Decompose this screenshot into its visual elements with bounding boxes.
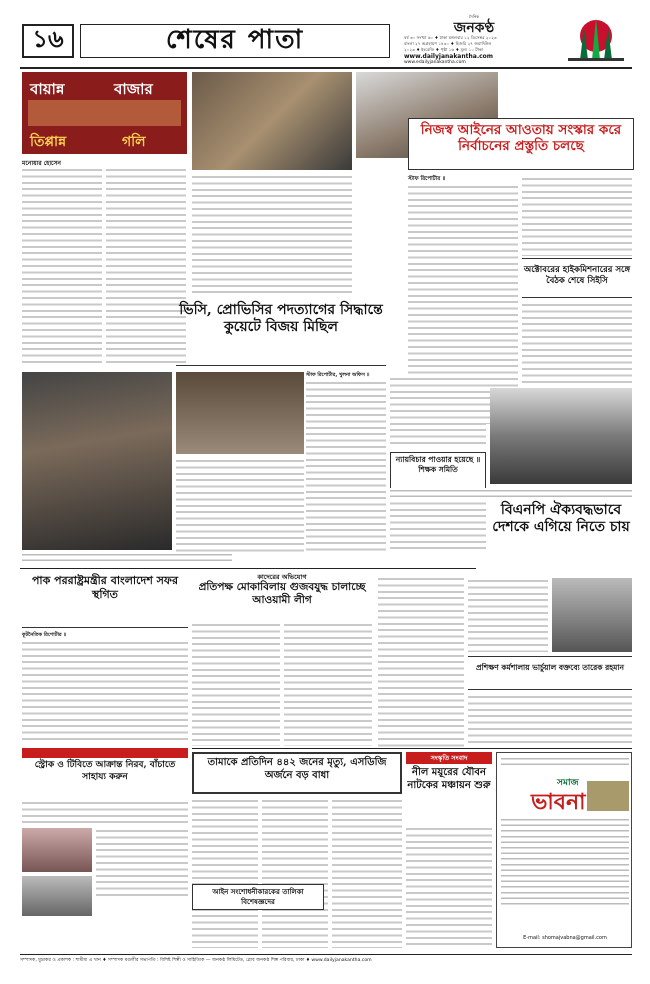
issue-line: ২০২৩ ♦ ইংরেজি ♦ পৃষ্ঠা ১৬ ♦ মূল্য ১০ টাকা bbox=[404, 47, 484, 52]
feature-body bbox=[106, 167, 186, 367]
culture-body bbox=[406, 826, 492, 948]
logo-small: দৈনিক bbox=[468, 14, 480, 19]
lead-headline: নিজস্ব আইনের আওতায় সংস্কার করে নির্বাচনের প্রস্তুতি চলছে bbox=[420, 122, 622, 154]
lead-byline: স্টাফ রিপোর্টার ॥ bbox=[408, 176, 446, 182]
stroke-headline-box bbox=[22, 760, 188, 796]
tarique-photo bbox=[552, 578, 632, 652]
feature-byline: মনোয়ার হোসেন bbox=[22, 160, 62, 167]
law-headline-box bbox=[192, 884, 324, 910]
pak-headline: পাক পররাষ্ট্রমন্ত্রীর বাংলাদেশ সফর স্থগিত bbox=[31, 574, 179, 601]
website-link[interactable]: www.edailyjanakantha.com bbox=[404, 60, 466, 65]
ad-photo bbox=[587, 781, 629, 811]
page-title-box bbox=[80, 24, 390, 58]
bnp-headline-box bbox=[490, 502, 632, 574]
logo-block bbox=[404, 14, 544, 64]
culture-kicker: সংস্কৃতি সংবাদ bbox=[430, 753, 468, 762]
kuet-body bbox=[176, 458, 304, 552]
bnp-body bbox=[468, 578, 548, 652]
awami-headline: প্রতিপক্ষ মোকাবিলায় গুজবযুদ্ধ চালাচ্ছে আওয়ামী লীগ bbox=[198, 581, 366, 606]
culture-headline-box bbox=[406, 766, 492, 824]
lead-headline-box bbox=[408, 118, 634, 170]
bnp-headline: বিএনপি ঐক্যবদ্ধভাবে দেশকে এগিয়ে নিতে চায় bbox=[492, 502, 630, 535]
lead-body bbox=[522, 302, 632, 384]
awami-headline-box bbox=[192, 581, 372, 621]
ad-topline bbox=[501, 756, 629, 768]
awami-body bbox=[284, 622, 372, 746]
tobacco-headline-box bbox=[192, 752, 402, 794]
tobacco-headline: তামাকে প্রতিদিন ৪৪২ জনের মৃত্যু, এসডিজি অর্জনে বড় বাধা bbox=[207, 757, 387, 781]
tobacco-body bbox=[262, 798, 328, 948]
lead-subhead: অক্টোবরের হাইকমিশনারের সঙ্গে বৈঠক শেষে সিইসি bbox=[523, 265, 631, 286]
ad-box bbox=[496, 752, 632, 948]
tobacco-body bbox=[192, 798, 258, 948]
teachers-box bbox=[390, 452, 486, 490]
lead-subhead-box bbox=[522, 258, 632, 298]
press-photo bbox=[490, 388, 632, 484]
crowd-photo-caption bbox=[22, 552, 232, 564]
kuet-body bbox=[306, 380, 386, 552]
teachers-headline: ন্যায়বিচার পাওয়ার হয়েছে ॥ শিক্ষক সমিতি bbox=[395, 455, 481, 474]
kuet-body bbox=[390, 376, 486, 448]
pak-byline: কূটনৈতিক রিপোর্টার ॥ bbox=[22, 632, 67, 638]
bnp-body bbox=[378, 576, 464, 748]
awami-body bbox=[192, 622, 280, 746]
page-title: শেষের পাতা bbox=[165, 25, 305, 55]
masthead bbox=[20, 14, 632, 64]
section-rule bbox=[192, 748, 632, 749]
bnp-body bbox=[468, 694, 632, 746]
pak-headline-box bbox=[22, 572, 188, 628]
stroke-body bbox=[22, 800, 188, 824]
center-body bbox=[192, 174, 352, 294]
feature-body bbox=[22, 167, 102, 367]
feature-photo bbox=[28, 100, 181, 126]
footer-rule bbox=[20, 954, 632, 955]
issue-line: বর্ষ ৩০ সংখ্যা ৬০ ♦ ঢাকা মঙ্গলবার ১২ ডিসেম্বর ২০২৩ bbox=[404, 35, 497, 40]
feature-label: গলি bbox=[122, 134, 146, 150]
feature-label: বাজার bbox=[114, 80, 153, 98]
page-number-box bbox=[22, 24, 74, 58]
kuet-photo bbox=[176, 372, 304, 454]
pak-body bbox=[22, 640, 188, 744]
logo: জনকণ্ঠ bbox=[453, 20, 495, 36]
stroke-kicker bbox=[22, 748, 188, 758]
teachers-body bbox=[390, 494, 486, 552]
bnp-subhead: প্রশিক্ষণ কর্মশালায় ভার্চুয়াল বক্তব্যে তারেক রহমান bbox=[476, 663, 624, 672]
lead-body bbox=[522, 176, 632, 256]
footer-imprint: সম্পাদক, মুদ্রাকর ও প্রকাশক : শামীমা এ খান ♦ সম্পাদক মণ্ডলীর সভাপতি : বিশিষ্ট শিল্পী ও সাহিত্যিক — জনকণ্ঠ লিমিটেড, গ্লোব জনকণ্ঠ শিল্প পরিবার, ঢাকা ♦ www.dailyjanakantha.com bbox=[20, 958, 372, 963]
exhibition-photo bbox=[192, 72, 352, 170]
culture-headline: নীল ময়ূরের যৌবন নাটকের মঞ্চায়ন শুরু bbox=[407, 767, 491, 791]
section-rule bbox=[20, 568, 476, 569]
anniversary-emblem bbox=[560, 14, 632, 64]
patient-photo bbox=[22, 876, 92, 916]
feature-label: বায়ান্ন bbox=[30, 80, 65, 98]
feature-banner bbox=[22, 72, 187, 154]
website-link[interactable]: www.dailyjanakantha.com bbox=[404, 53, 494, 60]
press-photo-caption bbox=[390, 488, 632, 498]
crowd-photo bbox=[22, 372, 172, 550]
issue-line: বাংলা ২৭ অগ্রহায়ণ ১৪৩০ ♦ হিজরি ২৭ জমাদিউল bbox=[404, 41, 492, 46]
kuet-byline: স্টাফ রিপোর্টার, খুলনা অফিস ॥ bbox=[306, 372, 370, 378]
stroke-headline: স্ট্রোক ও টিবিতে আক্রান্ত নিরব, বাঁচাতে সাহায্য করুন bbox=[34, 760, 176, 782]
masthead-rule bbox=[20, 67, 632, 69]
tobacco-body bbox=[332, 798, 402, 948]
monument-icon bbox=[560, 14, 632, 64]
ad-text bbox=[501, 817, 629, 907]
culture-kicker-box bbox=[406, 752, 492, 764]
kuet-headline: ভিসি, প্রোভিসির পদত্যাগের সিদ্ধান্তে কুয়েটে বিজয় মিছিল bbox=[179, 302, 383, 335]
ad-brand: ভাবনা bbox=[531, 789, 586, 815]
ad-top: সমাজ bbox=[557, 778, 579, 788]
page-number: ১৬ bbox=[32, 24, 64, 53]
law-headline: আইন সংশোধনীকারকের তালিকা বিশেষজ্ঞদের bbox=[212, 887, 304, 906]
patient-photo bbox=[22, 828, 92, 872]
kuet-headline-box bbox=[176, 296, 386, 366]
ad-footer: E-mail: shomajvabna@gmail.com bbox=[523, 935, 607, 941]
feature-label: তিপ্পান্ন bbox=[30, 134, 67, 150]
awami-kicker: কাদেরের অভিযোগ bbox=[257, 573, 307, 581]
bnp-subhead-box bbox=[468, 656, 632, 690]
stroke-body bbox=[96, 828, 188, 900]
